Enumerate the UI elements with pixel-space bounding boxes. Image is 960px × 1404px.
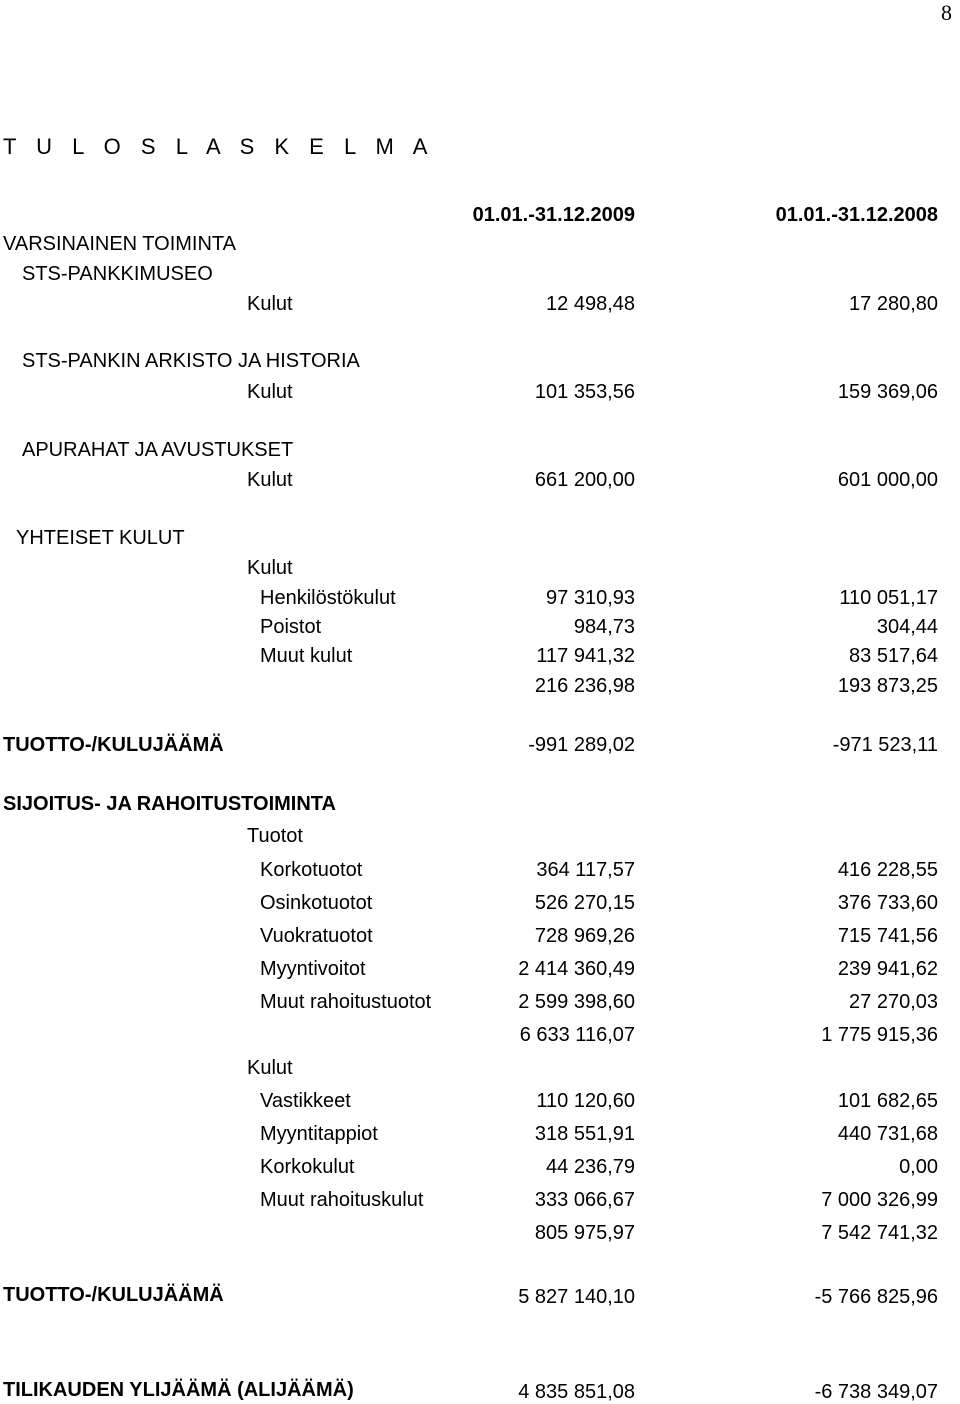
result-sijoitus-2008: -5 766 825,96: [814, 1286, 938, 1308]
value-myyntitappiot-2008: 440 731,68: [837, 1123, 938, 1145]
value-vastikkeet-2008: 101 682,65: [837, 1090, 938, 1112]
result-sijoitus-2009: 5 827 140,10: [518, 1286, 635, 1308]
value-vastikkeet-2009: 110 120,60: [536, 1090, 635, 1112]
section-heading-sijoitus: SIJOITUS- JA RAHOITUSTOIMINTA: [3, 793, 336, 815]
value-muut-rahoituskulut-2009: 333 066,67: [534, 1189, 635, 1211]
group-label-yhteiset: YHTEISET KULUT: [16, 527, 185, 549]
row-label-poistot: Poistot: [260, 616, 322, 638]
value-korkokulut-2008: 0,00: [899, 1156, 938, 1178]
value-arkisto-2008: 159 369,06: [837, 381, 938, 403]
total-sijoitus-kulut-2009: 805 975,97: [534, 1222, 635, 1244]
row-label-muut-rahoituskulut: Muut rahoituskulut: [260, 1189, 424, 1211]
row-label-vastikkeet: Vastikkeet: [260, 1090, 351, 1112]
row-label-myyntitappiot: Myyntitappiot: [260, 1123, 378, 1145]
tilikausi-2008: -6 738 349,07: [814, 1381, 938, 1403]
result-varsinainen-2008: -971 523,11: [832, 734, 938, 756]
row-label-vuokratuotot: Vuokratuotot: [260, 925, 373, 947]
section-heading-varsinainen: VARSINAINEN TOIMINTA: [3, 233, 236, 255]
row-label-myyntivoitot: Myyntivoitot: [260, 958, 366, 980]
value-poistot-2008: 304,44: [876, 616, 938, 638]
value-muut-rahoitustuotot-2008: 27 270,03: [849, 991, 938, 1013]
value-korkotuotot-2008: 416 228,55: [837, 859, 938, 881]
value-myyntivoitot-2008: 239 941,62: [837, 958, 938, 980]
total-tuotot-2009: 6 633 116,07: [519, 1024, 635, 1046]
result-varsinainen-2009: -991 289,02: [528, 734, 635, 756]
row-label-tuotot: Tuotot: [247, 825, 303, 847]
row-label-muut-kulut: Muut kulut: [260, 645, 353, 667]
row-label-korkotuotot: Korkotuotot: [260, 859, 363, 881]
row-label-korkokulut: Korkokulut: [260, 1156, 355, 1178]
row-label-apurahat-kulut: Kulut: [247, 469, 293, 491]
row-label-sijoitus-kulut: Kulut: [247, 1057, 293, 1079]
page-title: T U L O S L A S K E L M A: [3, 134, 435, 159]
total-yhteiset-2009: 216 236,98: [534, 675, 635, 697]
value-osinkotuotot-2008: 376 733,60: [837, 892, 938, 914]
value-apurahat-2008: 601 000,00: [837, 469, 938, 491]
row-label-arkisto-kulut: Kulut: [247, 381, 293, 403]
value-osinkotuotot-2009: 526 270,15: [534, 892, 635, 914]
value-vuokratuotot-2008: 715 741,56: [837, 925, 938, 947]
value-korkokulut-2009: 44 236,79: [546, 1156, 635, 1178]
value-henkilostokulut-2008: 110 051,17: [839, 587, 938, 609]
value-korkotuotot-2009: 364 117,57: [536, 859, 635, 881]
value-muut-kulut-2009: 117 941,32: [536, 645, 635, 667]
group-label-museo: STS-PANKKIMUSEO: [22, 263, 213, 285]
value-poistot-2009: 984,73: [573, 616, 635, 638]
tilikausi-label: TILIKAUDEN YLIJÄÄMÄ (ALIJÄÄMÄ): [3, 1379, 354, 1401]
period-header-2008: 01.01.-31.12.2008: [775, 204, 938, 226]
row-label-osinkotuotot: Osinkotuotot: [260, 892, 373, 914]
page-number: 8: [941, 0, 952, 25]
value-museo-2008: 17 280,80: [849, 293, 938, 315]
value-myyntitappiot-2009: 318 551,91: [534, 1123, 635, 1145]
row-label-henkilostokulut: Henkilöstökulut: [260, 587, 396, 609]
group-label-apurahat: APURAHAT JA AVUSTUKSET: [22, 439, 294, 461]
total-yhteiset-2008: 193 873,25: [837, 675, 938, 697]
period-header-2009: 01.01.-31.12.2009: [472, 204, 635, 226]
value-vuokratuotot-2009: 728 969,26: [534, 925, 635, 947]
value-muut-kulut-2008: 83 517,64: [849, 645, 938, 667]
result-label-sijoitus: TUOTTO-/KULUJÄÄMÄ: [3, 1284, 224, 1306]
total-tuotot-2008: 1 775 915,36: [821, 1024, 938, 1046]
value-museo-2009: 12 498,48: [546, 293, 635, 315]
total-sijoitus-kulut-2008: 7 542 741,32: [821, 1222, 938, 1244]
row-label-yhteiset-kulut: Kulut: [247, 557, 293, 579]
value-henkilostokulut-2009: 97 310,93: [546, 587, 635, 609]
value-muut-rahoitustuotot-2009: 2 599 398,60: [518, 991, 635, 1013]
value-muut-rahoituskulut-2008: 7 000 326,99: [821, 1189, 938, 1211]
value-apurahat-2009: 661 200,00: [534, 469, 635, 491]
group-label-arkisto: STS-PANKIN ARKISTO JA HISTORIA: [22, 350, 360, 372]
value-myyntivoitot-2009: 2 414 360,49: [518, 958, 635, 980]
value-arkisto-2009: 101 353,56: [534, 381, 635, 403]
row-label-museo-kulut: Kulut: [247, 293, 293, 315]
tilikausi-2009: 4 835 851,08: [518, 1381, 635, 1403]
result-label-varsinainen: TUOTTO-/KULUJÄÄMÄ: [3, 734, 224, 756]
row-label-muut-rahoitustuotot: Muut rahoitustuotot: [260, 991, 432, 1013]
